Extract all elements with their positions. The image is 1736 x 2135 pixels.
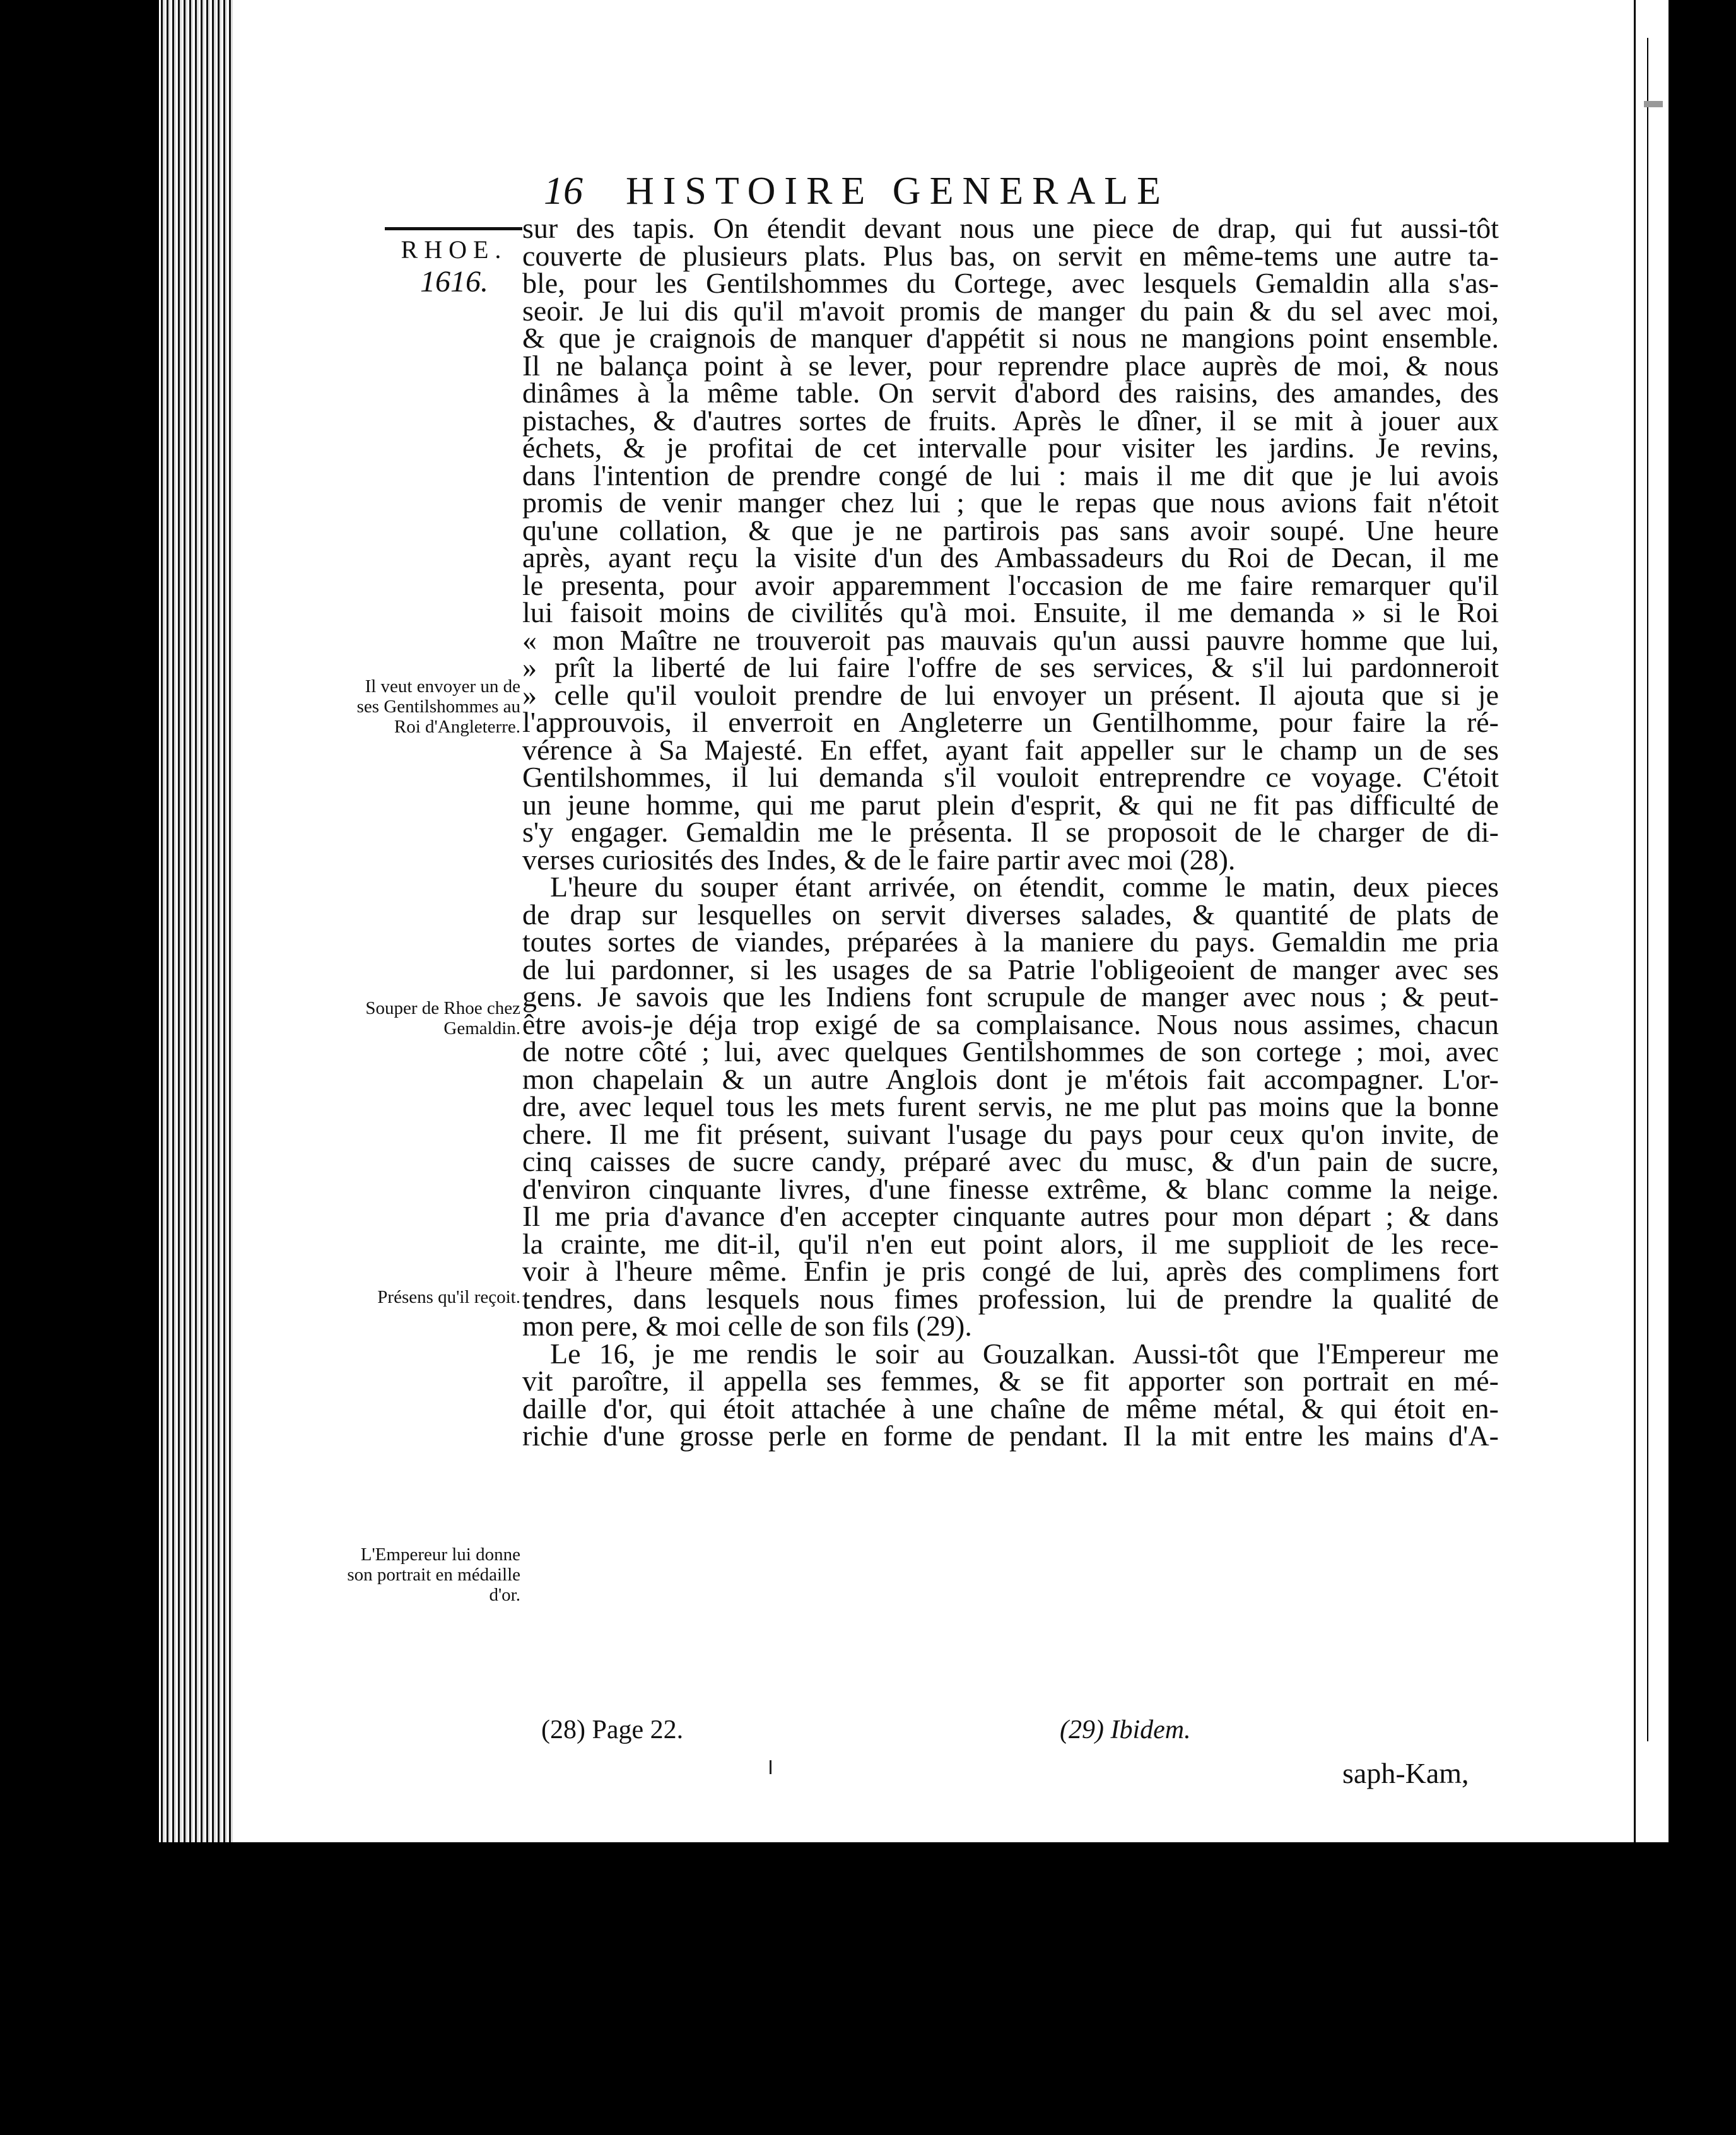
page-stack-edges	[159, 0, 238, 1842]
running-head	[544, 169, 1358, 214]
text-line: la crainte, me dit-il, qu'il n'en eut point alors, il me supplioit de les rece-	[522, 1227, 1499, 1260]
text-line: un jeune homme, qui me parut plein d'esprit, & qui ne fit pas difficulté de	[522, 788, 1499, 821]
text-line: richie d'une grosse perle en forme de pendant. Il la mit entre les mains d'A-	[522, 1420, 1499, 1452]
text-line: dans l'intention de prendre congé de lui : mais il me dit que je lui avois	[522, 459, 1499, 491]
text-line: ble, pour les Gentilshommes du Cortege, avec lesquels Gemaldin alla s'as-	[522, 267, 1499, 299]
text-line: voir à l'heure même. Enfin je pris congé de lui, après des complimens fort	[522, 1255, 1499, 1287]
text-line: de drap sur lesquelles on servit diverses salades, & quantité de plats de	[522, 898, 1499, 931]
text-line: après, ayant reçu la visite d'un des Ambassadeurs du Roi de Decan, il me	[522, 541, 1499, 573]
text-line: échets, & je profitai de cet intervalle pour visiter les jardins. Je revins,	[522, 432, 1499, 464]
margin-name: RHOE.	[401, 235, 508, 264]
text-line: vit paroître, il appella ses femmes, & se fit apporter son portrait en mé-	[522, 1365, 1499, 1397]
text-line: toutes sortes de viandes, préparées à la maniere du pays. Gemaldin me pria	[522, 926, 1499, 958]
side-note: L'Empereur lui donne son portrait en médaille d'or.	[347, 1544, 520, 1605]
text-line: qu'une collation, & que je ne partirois pas sans avoir soupé. Une heure	[522, 514, 1499, 546]
text-line: pistaches, & d'autres sortes de fruits. Après le dîner, il se mit à jouer aux	[522, 404, 1499, 437]
text-line: vérence à Sa Majesté. En effet, ayant fait appeller sur le champ un de ses	[522, 733, 1499, 766]
catchword: saph-Kam,	[1342, 1757, 1469, 1789]
text-line: dre, avec lequel tous les mets furent servis, ne me plut pas moins que la bonne	[522, 1090, 1499, 1122]
text-line: être avois-je déja trop exigé de sa complaisance. Nous nous assimes, chacun	[522, 1008, 1499, 1040]
text-line: l'approuvois, il enverroit en Angleterre un Gentilhomme, pour faire la ré-	[522, 706, 1499, 738]
text-line: Le 16, je me rendis le soir au Gouzalkan. Aussi-tôt que l'Empereur me	[550, 1337, 1499, 1370]
text-line: le presenta, pour avoir apparemment l'occasion de me faire remarquer qu'il	[522, 568, 1499, 601]
text-line: » celle qu'il vouloit prendre de lui envoyer un présent. Il ajouta que si je	[522, 678, 1499, 711]
text-line: & que je craignois de manquer d'appétit si nous ne mangions point ensemble.	[522, 322, 1499, 354]
text-line: L'heure du souper étant arrivée, on étendit, comme le matin, deux pieces	[550, 871, 1499, 903]
text-line: Gentilshommes, il lui demanda s'il vouloit entreprendre ce voyage. C'étoit	[522, 761, 1499, 793]
text-line: verses curiosités des Indes, & de le faire partir avec moi (28).	[522, 843, 1236, 876]
text-line: dinâmes à la même table. On servit d'abord des raisins, des amandes, des	[522, 377, 1499, 409]
text-line: s'y engager. Gemaldin me le présenta. Il se proposoit de le charger de di-	[522, 816, 1499, 848]
text-line: de notre côté ; lui, avec quelques Gentilshommes de son cortege ; moi, avec	[522, 1035, 1499, 1068]
body-text	[522, 212, 1499, 1452]
print-mark	[770, 1760, 771, 1774]
text-line: Il me pria d'avance d'en accepter cinquante autres pour mon départ ; & dans	[522, 1200, 1499, 1232]
side-note: Souper de Rhoe chez Gemaldin.	[365, 998, 520, 1038]
page-number: 16	[544, 170, 583, 213]
margin-rule	[385, 227, 522, 230]
next-page-edge	[1634, 0, 1669, 1842]
text-line: tendres, dans lesquels nous fimes profession, lui de prendre la qualité de	[522, 1282, 1499, 1315]
text-line: cinq caisses de sucre candy, préparé avec du musc, & d'un pain de sucre,	[522, 1145, 1499, 1177]
footnote-28: (28) Page 22.	[541, 1715, 684, 1744]
text-line: » prît la liberté de lui faire l'offre de ses services, & s'il lui pardonneroit	[522, 651, 1499, 683]
text-line: mon pere, & moi celle de son fils (29).	[522, 1310, 972, 1342]
text-line: de lui pardonner, si les usages de sa Patrie l'obligeoient de manger avec ses	[522, 953, 1499, 985]
side-note: Présens qu'il reçoit.	[377, 1287, 520, 1307]
text-line: lui faisoit moins de civilités qu'à moi. Ensuite, il me demanda » si le Roi	[522, 596, 1499, 628]
edge-mark	[1644, 101, 1663, 107]
text-line: sur des tapis. On étendit devant nous une piece de drap, qui fut aussi-tôt	[522, 212, 1499, 244]
text-line: seoir. Je lui dis qu'il m'avoit promis de manger du pain & du sel avec moi,	[522, 294, 1499, 327]
text-line: « mon Maître ne trouveroit pas mauvais qu'un aussi pauvre homme que lui,	[522, 623, 1499, 656]
running-title: HISTOIRE GENERALE	[626, 170, 1170, 213]
margin-heading	[391, 235, 517, 299]
text-line: gens. Je savois que les Indiens font scrupule de manger avec nous ; & peut-	[522, 980, 1499, 1013]
text-line: promis de venir manger chez lui ; que le repas que nous avions fait n'étoit	[522, 486, 1499, 519]
text-line: d'environ cinquante livres, d'une finesse extrême, & blanc comme la neige.	[522, 1172, 1499, 1205]
text-line: couverte de plusieurs plats. Plus bas, on servit en même-tems une autre ta-	[522, 239, 1499, 272]
margin-year: 1616.	[420, 265, 488, 298]
side-note: Il veut envoyer un de ses Gentilshommes au Roi d'Angleterre.	[356, 676, 520, 737]
text-line: chere. Il me fit présent, suivant l'usage du pays pour ceux qu'on invite, de	[522, 1117, 1499, 1150]
text-line: daille d'or, qui étoit attachée à une chaîne de même métal, & qui étoit en-	[522, 1392, 1499, 1425]
text-line: Il ne balança point à se lever, pour reprendre place auprès de moi, & nous	[522, 349, 1499, 382]
footnote-29: (29) Ibidem.	[1060, 1715, 1191, 1744]
text-line: mon chapelain & un autre Anglois dont je m'étois fait accompagner. L'or-	[522, 1062, 1499, 1095]
